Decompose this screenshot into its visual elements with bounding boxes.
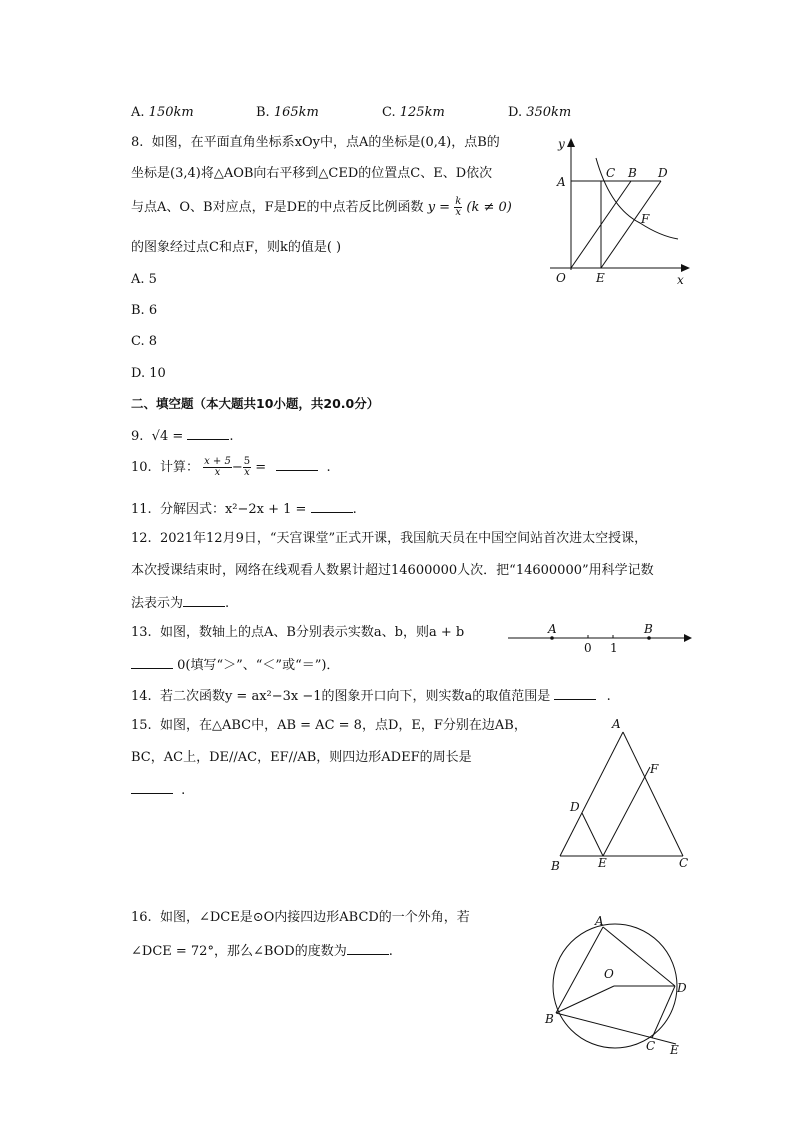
- q9-answer-blank[interactable]: [187, 427, 229, 440]
- q8-func-fraction: $\frac{k}{x}$: [455, 196, 462, 218]
- q16-segment-be: [556, 1013, 676, 1044]
- q10-fraction-1: $\frac{x + 5}{x}$: [204, 456, 231, 478]
- q15-label-f: F: [650, 762, 659, 776]
- section-2-heading: 二、填空题（本大题共10小题，共20.0分）: [131, 396, 380, 411]
- q8-option-a: A. 5: [131, 272, 157, 287]
- q15-segment-de: [582, 813, 603, 856]
- q14-answer-blank[interactable]: [554, 687, 596, 700]
- q13-number-line: [508, 622, 693, 655]
- q15-line1: 15. 如图，在△ABC中，AB = AC = 8，点D，E，F分别在边AB，: [131, 718, 527, 733]
- q15-label-a: A: [612, 717, 621, 731]
- q8-line4: 的图象经过点C和点F，则k的值是( ): [131, 240, 342, 255]
- q13-line2: 0(填写“＞”、“＜”或“＝”)．: [131, 656, 339, 674]
- q15-side-ab: [560, 732, 623, 856]
- q10-line: 10. 计算： $\frac{x + 5}{x}$ − $\frac{5}{x}$ = .: [131, 456, 331, 478]
- q13-point-a: [550, 636, 554, 640]
- q8-label-f: F: [641, 212, 650, 226]
- q8-option-c: C. 8: [131, 334, 158, 349]
- q9-line: 9. √4 = .: [131, 429, 234, 444]
- q7-option-a: A. 150km: [131, 105, 194, 120]
- q8-coordinate-figure: [550, 138, 690, 288]
- q15-line3: .: [131, 781, 185, 799]
- q15-label-e: E: [598, 856, 607, 870]
- q16-label-e: E: [670, 1043, 679, 1057]
- q8-option-d: D. 10: [131, 366, 166, 381]
- q11-line: 11. 分解因式：x²−2x + 1 = .: [131, 502, 357, 517]
- q8-label-o: O: [556, 271, 566, 285]
- q13-label-0: 0: [584, 641, 592, 655]
- q16-segment-ab: [556, 927, 603, 1013]
- q15-side-ac: [623, 732, 683, 856]
- q8-label-d: D: [658, 166, 668, 180]
- q8-label-y: y: [558, 137, 565, 151]
- q16-label-c: C: [646, 1039, 656, 1053]
- q12-line2: 本次授课结束时，网络在线观看人数累计超过14600000人次．把“14600000”用科学记数: [131, 563, 654, 578]
- q12-line1: 12. 2021年12月9日，“天宫课堂”正式开课，我国航天员在中国空间站首次进太空授课，: [131, 531, 648, 546]
- q8-line1: 8. 如图，在平面直角坐标系xOy中，点A的坐标是(0,4)，点B的: [131, 135, 500, 150]
- q15-triangle-figure: [548, 714, 698, 874]
- q8-label-x: x: [677, 273, 684, 287]
- q12-answer-blank[interactable]: [183, 594, 225, 607]
- q12-line3: 法表示为 .: [131, 596, 230, 611]
- q15-label-c: C: [679, 856, 689, 870]
- q15-answer-blank[interactable]: [131, 781, 173, 794]
- q8-y-arrow: [567, 138, 575, 147]
- q16-label-d: D: [677, 981, 687, 995]
- q10-fraction-2: $\frac{5}{x}$: [243, 456, 251, 478]
- q13-label-a: A: [548, 622, 557, 636]
- q16-segment-ob: [556, 986, 614, 1013]
- q16-label-a: A: [595, 914, 604, 928]
- q8-label-c: C: [606, 166, 616, 180]
- q13-line1: 13. 如图，数轴上的点A、B分别表示实数a、b，则a + b: [131, 625, 465, 640]
- q15-label-d: D: [570, 800, 580, 814]
- q13-label-1: 1: [610, 641, 618, 655]
- q13-label-b: B: [644, 622, 653, 636]
- q7-option-c: C. 125km: [382, 105, 445, 120]
- q10-answer-blank[interactable]: [276, 458, 318, 471]
- q8-segment-ed: [601, 181, 661, 268]
- q7-option-d: D. 350km: [508, 105, 572, 120]
- q15-segment-ef: [603, 767, 650, 856]
- q15-label-b: B: [551, 859, 560, 873]
- q16-line1: 16. 如图，∠DCE是⊙O内接四边形ABCD的一个外角，若: [131, 910, 470, 925]
- q11-answer-blank[interactable]: [311, 500, 353, 513]
- q8-label-a: A: [557, 175, 566, 189]
- q8-label-e: E: [596, 271, 605, 285]
- q16-line2: ∠DCE = 72°，那么∠BOD的度数为 .: [131, 944, 393, 959]
- q14-line: 14. 若二次函数y = ax²−3x −1的图象开口向下，则实数a的取值范围是 .: [131, 689, 611, 704]
- q13-answer-blank[interactable]: [131, 656, 173, 669]
- q16-answer-blank[interactable]: [347, 942, 389, 955]
- q16-label-o: O: [604, 967, 614, 981]
- q16-circle-figure: [540, 910, 690, 1060]
- q13-axis-arrow: [684, 634, 692, 642]
- q8-x-arrow: [681, 264, 690, 272]
- q15-line2: BC，AC上，DE//AC，EF//AB，则四边形ADEF的周长是: [131, 750, 472, 765]
- q8-option-b: B. 6: [131, 303, 158, 318]
- q8-line2: 坐标是(3,4)将△AOB向右平移到△CED的位置点C、E、D依次: [131, 166, 493, 181]
- q7-option-b: B. 165km: [256, 105, 319, 120]
- q13-point-b: [647, 636, 651, 640]
- q8-line3: 与点A、O、B对应点，F是DE的中点若反比例函数 y = $\frac{k}{x}$ (k ≠ 0): [131, 196, 512, 218]
- q8-label-b: B: [628, 166, 637, 180]
- q16-label-b: B: [545, 1012, 554, 1026]
